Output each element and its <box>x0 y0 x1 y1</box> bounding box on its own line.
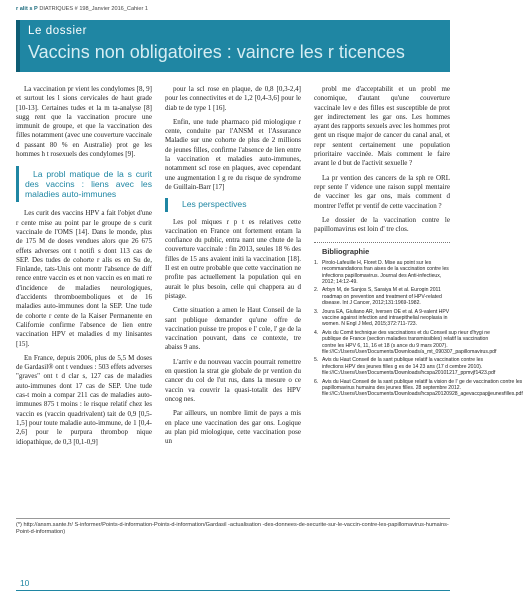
reference-item <box>314 287 450 306</box>
paragraph: Les curit des vaccins HPV a fait l'objet d'une r cente mise au point par le groupe de s curit vaccinale de l'OMS [14]. Dans le monde, plus de 175 M de doses vendues alors que 26 675 effets adverses ont t notifi s dont 113 cas de SEP. Des tudes de cohorte r alis es en Su de, Finlande, tats-Unis ont montr l'absence de diff rence entre vaccin es et non vaccin es en mati re d'incidence de maladies neurologiques, d'accidents thromboemboliques et de 16 maladies auto-immunes dont la SEP. Une tude de cohorte r cente de la Kaiser Permanente en Californie confirme l'absence de lien entre vaccination HPV et maladies d my linisantes [15]. <box>16 209 152 348</box>
reference-text: Arbyn M, de Sanjos S, Saraiya M et al. Eurogin 2011 roadmap on prevention and treatment of HPV-related disease. Int J Cancer, 2012;131:1969-1982. <box>322 287 442 307</box>
reference-item <box>314 357 496 377</box>
section-box-safety <box>16 166 152 202</box>
issue-info: DIATRIQUES # 198_Janvier 2016_Cahier 1 <box>39 6 149 12</box>
reference-item <box>314 329 497 356</box>
reference-number: 6. <box>314 378 319 385</box>
column-1 <box>16 85 152 452</box>
paragraph: La pr vention des cancers de la sph re ORL repr sente l' vidence une raison suppl mentaire de vacciner les gar ons, mais comment d montrer l'effet pr ventif de cette vaccination ? <box>314 173 450 210</box>
section-box-perspectives <box>165 198 301 211</box>
paragraph: Enfin, une tude pharmaco pid miologique r cente, conduite par l'ANSM et l'Assurance Maladie sur une cohorte de plus de 2 millions de jeunes filles, confirme l'absence de lien entre la vaccination et maladies auto-immunes, notamment scl rose en plaques, avec cependant une augmentation l g re du risque de syndrome de Guillain-Barr [17] <box>165 117 301 191</box>
reference-number: 5. <box>314 357 319 364</box>
journal-name: r alit s P <box>16 6 38 12</box>
column-2 <box>165 85 301 451</box>
paragraph: Cette situation a amen le Haut Conseil de la sant publique demander qu'une offre de vaccination puisse tre propos e l' cole, l' ge de la vaccination pouvant, dans ce contexte, tre abaiss 9 ans. <box>165 306 301 352</box>
reference-text: Avis du Comit technique des vaccinations et du Conseil sup rieur d'hygi ne publique de France (section maladies transmissibles) relatif la vaccination contre les HPV 6, 11, 16 et 18 (s ance du 9 mars 2007). file:///C:/Users/User/Documents/Downloads/a_mt_090307_papillomavirus.pdf <box>322 329 497 356</box>
paragraph: Les pol miques r p t es relatives cette vaccination en France ont fortement entam la confiance du public, entra nant une chute de la couverture vaccinale : fin 2013, seules 18 % des filles de 15 ans avaient initi la vaccination [18]. Il est en outre probable que cette vaccination ne profite pas actuellement la population qui en aurait le plus besoin, celle qui chappera au d pistage. <box>165 217 301 300</box>
reference-text: Joura EA, Giuliano AR, Iversen OE et al. A 9-valent HPV vaccine against infection and intraepithelial neoplasia in women. N Engl J Med, 2015;372:711-723. <box>322 308 450 328</box>
reference-number: 4. <box>314 329 319 336</box>
page-footer-rule <box>16 590 450 591</box>
paragraph: probl me d'acceptabilit et un probl me conomique, d'autant qu'une couverture vaccinale lev e des filles est susceptible de prot ger indirectement les gar ons. Les hommes ayant des rapports sexuels avec les hommes prot gent un risque major de cancer du canal anal, et repr sentent certainement une population prioritaire vaccinée. Mais comment le faire avant le d but de l'activit sexuelle ? <box>314 85 450 168</box>
reference-item <box>314 309 450 328</box>
reference-text: Avis du Haut Conseil de la sant publique relatif la vision de l' ge de vaccination contre les papillomavirus humains des jeunes filles. 28 septembre 2012. file:///C:/Users/User/Documents/Downloads/hcspa20120928_agevaccpapjjeunesfilles.pdf <box>322 378 523 398</box>
paragraph: L'arriv e du nouveau vaccin pourrait remettre en question la strat gie globale de pr vention du cancer du col de l'ut rus, dans la mesure o ce vaccin va couvrir la quasi-totalit des HPV oncog nes. <box>165 357 301 403</box>
article-title: Vaccins non obligatoires : vaincre les r ticences <box>28 42 405 62</box>
paragraph: pour la scl rose en plaque, de 0,8 [0,3-2,4] pour les connectivites et de 1,2 [0,4-3,6] pour le diab te de type 1 [16]. <box>165 85 301 112</box>
dossier-banner <box>16 20 450 72</box>
reference-item <box>314 378 523 398</box>
paragraph: En France, depuis 2006, plus de 5,5 M doses de Gardasil® ont t vendues : 503 effets adverses "graves" ont t d clar s, 127 cas de maladies auto-immunes dont 17 cas de SEP. Une tude cas-t moin a compar 211 cas de maladies auto-immunes 875 t moins : le risque relatif chez les vaccin es (vaccin quadrivalent) tait de 0,9 [0,5-1,5] pour toute maladie auto-immune, de 1 [0,4-2,6] pour le purpura thrombop nique idiopathique, de 0,3 [0,1-0,9] <box>16 353 152 446</box>
reference-list <box>314 259 523 398</box>
section-heading-safety: La probl matique de la s curit des vaccins : liens avec les maladies auto-immunes <box>25 169 152 200</box>
reference-number: 2. <box>314 287 319 294</box>
paragraph: La vaccination pr vient les condylomes [8, 9] et surtout les l sions cervicales de haut grade [10-13]. Certaines tudes et la m ta-analyse [8] sugg rent que la vaccination procure une immunit de groupe, et que la vaccination des filles notamment (avec une couverture vaccinale d passant 80 % en Australie) prot ge les hommes h t rosexuels des condylomes [9]. <box>16 85 152 159</box>
bibliography <box>314 242 523 398</box>
reference-number: 1. <box>314 259 319 266</box>
page-number: 10 <box>20 578 30 588</box>
bibliography-heading: Bibliographie <box>322 247 370 257</box>
reference-text: Avis du Haut Conseil de la sant publique relatif la vaccination contre les infections HPV des jeunes filles g es de 14 23 ans (17 d cembre 2010). file:///C:/Users/User/Documents/Downloads/hcspa20101217_ppmvjf1423.pdf <box>322 357 496 377</box>
reference-text: Pirolo-Lafeuille H, Floret D. Mise au point sur les recommandations fran aises de la vaccination contre les infections papillomavirus. Journal des Anti-infectieux, 2012; 14:12-49. <box>322 259 449 285</box>
paragraph: Le dossier de la vaccination contre le papillomavirus est loin d' tre clos. <box>314 215 450 234</box>
banner-accent-bar <box>16 20 20 72</box>
running-header <box>16 6 148 12</box>
section-heading-perspectives: Les perspectives <box>182 199 247 210</box>
dossier-kicker: Le dossier <box>28 25 88 37</box>
reference-number: 3. <box>314 308 319 315</box>
paragraph: Par ailleurs, un nombre limit de pays a mis en place une vaccination des gar ons. Logique au plan pid miologique, cette vaccination pose un <box>165 409 301 446</box>
reference-item <box>314 260 450 286</box>
footnote: (*) http://ansm.sante.fr/ S-informer/Points-d-information-Points-d-information/Gardasil -actualisation -des-donnees-de-securite-sur-le-vaccin-contre-les-papillomavirus-humains-Point-d-information) <box>16 518 450 536</box>
column-3 <box>314 85 523 400</box>
